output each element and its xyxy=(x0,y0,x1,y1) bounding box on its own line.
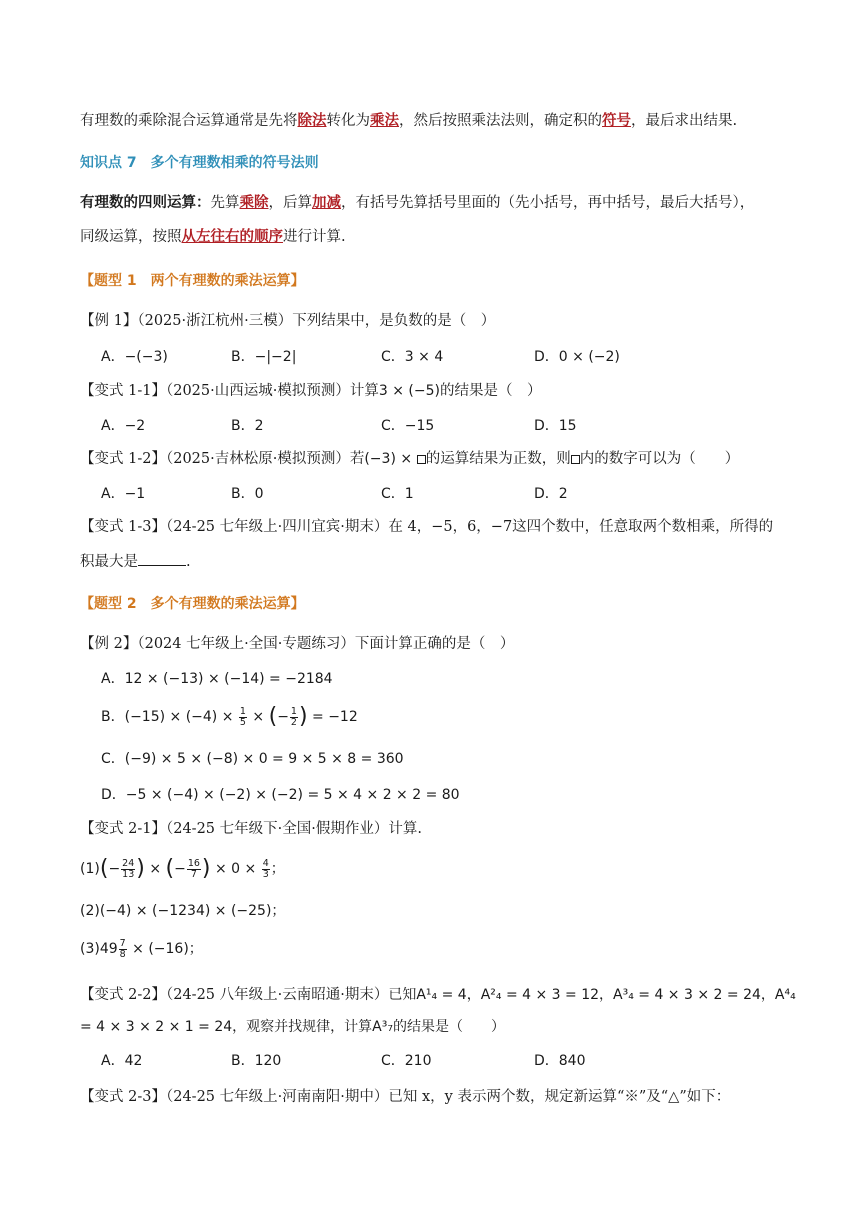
question-text: 的运算结果为正数，则 xyxy=(425,451,571,467)
question-text: . xyxy=(186,554,191,570)
math-expression: (−3) × xyxy=(364,451,413,467)
question-text: 计算 xyxy=(349,383,379,399)
question-text: 下列结果中，是负数的是（ ） xyxy=(292,313,496,329)
sign: − xyxy=(174,861,186,877)
question-tag: 【变式 1-2】 xyxy=(80,451,166,467)
keyword-division: 除法 xyxy=(297,112,327,129)
blank-square-icon xyxy=(571,455,580,464)
sign: − xyxy=(277,709,289,725)
question-source: （2025·山西运城·模拟预测） xyxy=(165,383,350,399)
fraction: $\frac{1}{5}$ xyxy=(239,705,246,728)
rule-text: ，有括号先算括号里面的（先小括号，再中括号，最后大括号）， xyxy=(341,195,755,211)
operator: × xyxy=(149,861,162,877)
variant-2-1-part2: (2)(−4) × (−1234) × (−25)； xyxy=(80,903,286,919)
type1-heading: 【题型 1 两个有理数的乘法运算】 xyxy=(80,273,305,289)
rule-paragraph-line1 xyxy=(80,192,808,214)
example1-option-a[interactable]: A．−(−3) xyxy=(101,349,168,365)
question-tag: 【例 1】 xyxy=(80,313,138,329)
question-tag: 【例 2】 xyxy=(80,636,138,652)
variant-1-3-question xyxy=(80,516,808,538)
keyword-multiplication: 乘法 xyxy=(370,112,399,129)
question-source: （24-25 七年级上·四川宜宾·期末） xyxy=(165,519,389,535)
example2-option-b[interactable] xyxy=(101,706,358,728)
question-source: （24-25 七年级下·全国·假期作业） xyxy=(165,821,389,837)
question-text: 已知A¹₄ = 4，A²₄ = 4 × 3 = 12，A³₄ = 4 × 3 × 2 = 24，A⁴₄ xyxy=(388,987,796,1003)
question-text: 积最大是 xyxy=(80,554,138,570)
variant-1-2-question xyxy=(80,448,808,470)
fraction: $\frac{1}{2}$ xyxy=(290,705,297,728)
variant-2-2-option-a[interactable]: A．42 xyxy=(101,1053,143,1069)
question-tag: 【变式 2-2】 xyxy=(80,987,166,1003)
question-text: 在 4，−5，6，−7这四个数中，任意取两个数相乘，所得的 xyxy=(388,519,774,535)
example2-option-c[interactable]: C．(−9) × 5 × (−8) × 0 = 9 × 5 × 8 = 360 xyxy=(101,751,404,767)
keyword-left-to-right: 从左往右的顺序 xyxy=(181,228,283,245)
example1-option-d[interactable]: D．0 × (−2) xyxy=(534,349,620,365)
variant-1-1-option-d[interactable]: D．15 xyxy=(534,418,577,434)
expression-text: × 0 × xyxy=(214,861,257,877)
option-text: B．(−15) × (−4) × xyxy=(101,709,234,725)
variant-1-2-option-b[interactable]: B．0 xyxy=(231,486,264,502)
rule-text: 同级运算，按照 xyxy=(80,229,182,245)
intro-text: 转化为 xyxy=(326,113,370,129)
question-text: 若 xyxy=(349,451,365,467)
type2-heading: 【题型 2 多个有理数的乘法运算】 xyxy=(80,596,305,612)
variant-2-2-option-d[interactable]: D．840 xyxy=(534,1053,586,1069)
part-label: (3)49 xyxy=(80,941,118,957)
fraction: $\frac{24}{13}$ xyxy=(122,857,135,880)
knowledge-point-heading: 知识点 7 多个有理数相乘的符号法则 xyxy=(80,155,319,171)
variant-1-1-option-c[interactable]: C．−15 xyxy=(381,418,435,434)
option-text: = −12 xyxy=(312,709,358,725)
sign: − xyxy=(108,861,121,877)
question-source: （24-25 八年级上·云南昭通·期末） xyxy=(165,987,389,1003)
example1-option-c[interactable]: C．3 × 4 xyxy=(381,349,444,365)
fraction: $\frac{4}{3}$ xyxy=(262,857,269,880)
question-source: （2024 七年级上·全国·专题练习） xyxy=(137,636,355,652)
question-text: 计算. xyxy=(388,821,422,837)
example2-question xyxy=(80,633,808,655)
variant-1-2-option-d[interactable]: D．2 xyxy=(534,486,568,502)
question-source: （2025·浙江杭州·三模） xyxy=(137,313,293,329)
intro-text: ，然后按照乘法法则，确定积的 xyxy=(399,113,602,129)
fraction: $\frac{16}{7}$ xyxy=(187,857,200,880)
question-text: 的结果是（ ） xyxy=(439,383,542,399)
variant-1-2-option-c[interactable]: C．1 xyxy=(381,486,414,502)
variant-1-1-question xyxy=(80,380,808,402)
question-tag: 【变式 1-3】 xyxy=(80,519,166,535)
intro-text: 有理数的乘除混合运算通常是先将 xyxy=(80,113,298,129)
example1-option-b[interactable]: B．−|−2| xyxy=(231,349,297,365)
paren-right: ) xyxy=(298,704,308,729)
variant-2-2-option-b[interactable]: B．120 xyxy=(231,1053,282,1069)
question-source: （24-25 七年级上·河南南阳·期中） xyxy=(165,1089,389,1105)
question-text: 内的数字可以为（ ） xyxy=(579,451,740,467)
fraction: $\frac{7}{8}$ xyxy=(119,937,126,960)
math-expression: 3 × (−5) xyxy=(378,383,440,399)
keyword-add-sub: 加减 xyxy=(312,194,341,211)
question-tag: 【变式 2-1】 xyxy=(80,821,166,837)
question-text: 下面计算正确的是（ ） xyxy=(354,636,515,652)
rule-paragraph-line2 xyxy=(80,226,808,248)
variant-2-1-question xyxy=(80,818,808,840)
question-tag: 【变式 2-3】 xyxy=(80,1089,166,1105)
variant-1-1-option-b[interactable]: B．2 xyxy=(231,418,264,434)
variant-2-2-line2: = 4 × 3 × 2 × 1 = 24，观察并找规律，计算A³₇的结果是（ ） xyxy=(80,1019,505,1035)
option-text: × xyxy=(252,709,265,725)
variant-2-3-question xyxy=(80,1086,808,1108)
rule-label: 有理数的四则运算： xyxy=(80,194,211,211)
keyword-mul-div: 乘除 xyxy=(239,194,269,211)
variant-1-3-line2 xyxy=(80,551,808,573)
example1-question xyxy=(80,310,808,332)
variant-2-2-question xyxy=(80,984,808,1006)
variant-2-1-part3 xyxy=(80,938,808,960)
rule-text: 进行计算. xyxy=(283,229,346,245)
rule-text: ，后算 xyxy=(268,195,312,211)
example2-option-a[interactable]: A．12 × (−13) × (−14) = −2184 xyxy=(101,671,333,687)
blank-square-icon xyxy=(417,455,426,464)
variant-1-2-option-a[interactable]: A．−1 xyxy=(101,486,146,502)
question-tag: 【变式 1-1】 xyxy=(80,383,166,399)
variant-2-2-option-c[interactable]: C．210 xyxy=(381,1053,432,1069)
expression-text: × (−16)； xyxy=(132,941,203,957)
keyword-sign: 符号 xyxy=(602,112,631,129)
example2-option-d[interactable]: D．−5 × (−4) × (−2) × (−2) = 5 × 4 × 2 × 2 = 80 xyxy=(101,787,460,803)
variant-1-1-option-a[interactable]: A．−2 xyxy=(101,418,146,434)
intro-paragraph xyxy=(80,110,808,132)
intro-text: ，最后求出结果. xyxy=(631,113,738,129)
answer-blank[interactable] xyxy=(138,551,186,566)
part-label: (1) xyxy=(80,861,100,877)
question-source: （2025·吉林松原·模拟预测） xyxy=(165,451,350,467)
paren-left: ( xyxy=(268,704,278,729)
variant-2-1-part1: (1)(− $\frac{24}{13}$ ) × (− $\frac{16}{7}$ ) × 0 × $\frac{4}{3}$ ； xyxy=(80,856,285,881)
rule-text: 先算 xyxy=(210,195,240,211)
question-text: 已知 x，y 表示两个数，规定新运算“※”及“△”如下： xyxy=(388,1089,731,1105)
